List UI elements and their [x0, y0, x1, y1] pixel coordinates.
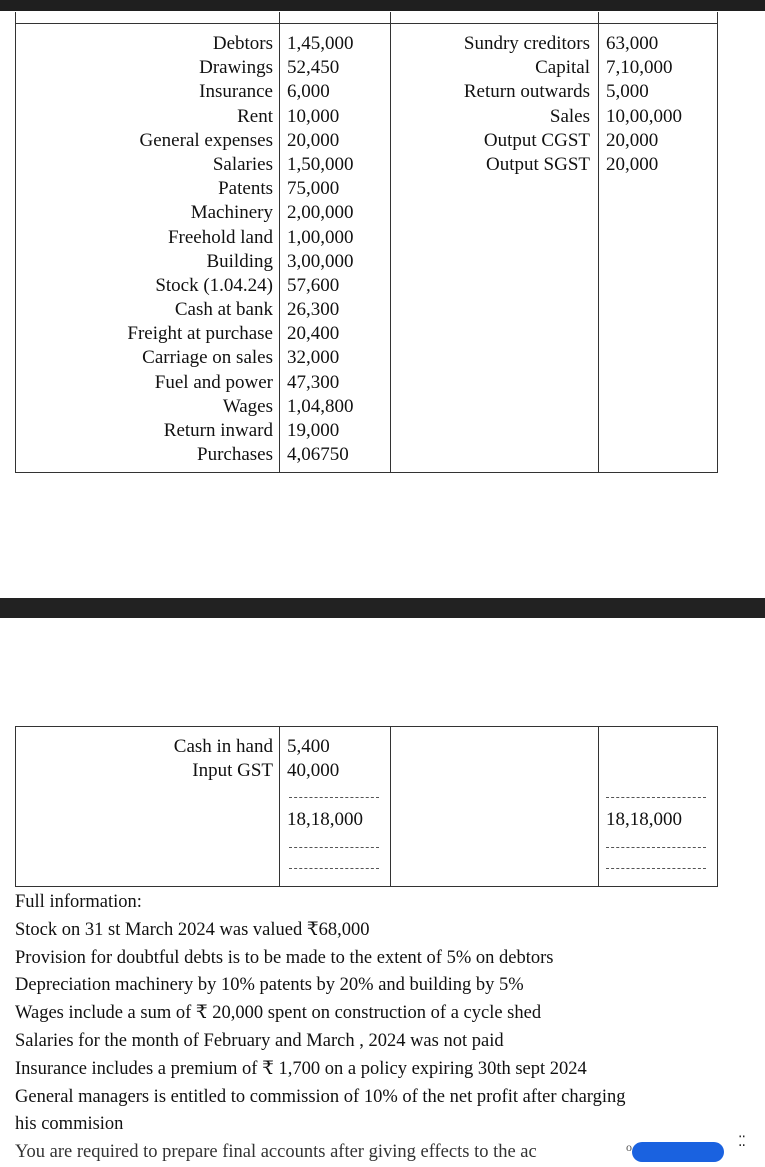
page-separator-bar — [0, 598, 765, 618]
column-divider — [390, 12, 391, 472]
credit-amount: 7,10,000 — [606, 57, 673, 79]
credit-account-name: Return outwards — [463, 81, 590, 103]
debit-amount: 57,600 — [287, 274, 340, 296]
debit-amount: 40,000 — [287, 760, 340, 782]
credit-account-name: Sales — [549, 105, 590, 127]
total-rule-double — [289, 868, 379, 869]
debit-account-name: Freehold land — [167, 226, 273, 248]
debit-account-name: Cash in hand — [173, 736, 273, 757]
credit-amounts-column — [606, 32, 682, 177]
debit-account-name: Input GST — [192, 760, 273, 782]
additional-information — [15, 889, 750, 1167]
debit-account-name: Patents — [218, 178, 273, 200]
credit-amount: 10,00,000 — [606, 105, 682, 127]
debit-account-name: Wages — [222, 395, 273, 417]
debit-amount: 75,000 — [287, 178, 340, 200]
debit-account-name: Cash at bank — [174, 299, 273, 321]
floating-action-chip[interactable] — [632, 1142, 724, 1162]
note-line: Stock on 31 st March 2024 was valued ₹68,000 — [15, 919, 370, 940]
credit-names-column — [464, 32, 590, 177]
debit-amount: 19,000 — [287, 420, 340, 441]
debit-account-name: Machinery — [190, 202, 273, 224]
debit-account-name: Insurance — [199, 81, 273, 103]
debit-account-name: Building — [206, 250, 273, 272]
trial-balance-table-bottom — [15, 726, 718, 887]
debit-amount: 20,400 — [287, 323, 340, 345]
credit-amount: 20,000 — [606, 153, 659, 175]
debit-account-name: Freight at purchase — [127, 323, 273, 345]
credit-amount: 63,000 — [606, 33, 659, 54]
column-divider — [279, 727, 280, 886]
debit-amount: 1,00,000 — [287, 226, 354, 248]
small-o-glyph: o — [626, 1140, 632, 1154]
credit-account-name: Capital — [535, 57, 590, 79]
note-line: Insurance includes a premium of ₹ 1,700 on a policy expiring 30th sept 2024 — [15, 1058, 587, 1079]
credit-total: 18,18,000 — [606, 809, 682, 830]
total-rule-top — [606, 797, 706, 798]
debit-names-column — [174, 735, 273, 783]
debit-amount: 20,000 — [287, 129, 340, 151]
debit-amount: 1,04,800 — [287, 395, 354, 417]
column-divider — [390, 727, 391, 886]
credit-amount: 5,000 — [606, 81, 649, 103]
note-line: Depreciation machinery by 10% patents by 20% and building by 5% — [15, 975, 524, 996]
note-line: You are required to prepare final accounts after giving effects to the ac — [15, 1142, 537, 1163]
debit-total: 18,18,000 — [287, 809, 363, 830]
debit-amounts-column — [287, 32, 354, 467]
credit-account-name: Output SGST — [486, 153, 590, 175]
total-rule-top — [289, 797, 379, 798]
column-divider — [598, 12, 599, 472]
credit-amount: 20,000 — [606, 129, 659, 151]
debit-account-name: Salaries — [212, 153, 273, 175]
debit-account-name: Rent — [237, 105, 273, 127]
debit-amounts-column — [287, 735, 339, 783]
debit-amount: 1,50,000 — [287, 153, 354, 175]
top-dark-bar — [0, 0, 765, 11]
more-options-icon[interactable]: ⁚⁚ — [738, 1134, 745, 1150]
note-line: General managers is entitled to commission of 10% of the net profit after charging — [15, 1086, 626, 1107]
debit-names-column — [127, 32, 273, 467]
total-rule-bottom — [606, 847, 706, 848]
debit-amount: 5,400 — [287, 736, 330, 757]
column-divider — [279, 12, 280, 472]
notes-heading: Full information: — [15, 892, 142, 912]
debit-account-name: Purchases — [197, 444, 273, 466]
debit-account-name: Drawings — [199, 57, 273, 79]
debit-account-name: Return inward — [163, 420, 273, 441]
debit-account-name: Stock (1.04.24) — [155, 274, 273, 296]
trial-balance-table-top — [15, 12, 718, 473]
debit-amount: 32,000 — [287, 347, 340, 369]
debit-amount: 47,300 — [287, 371, 340, 393]
credit-account-name: Output CGST — [483, 129, 590, 151]
note-line: Wages include a sum of ₹ 20,000 spent on construction of a cycle shed — [15, 1003, 542, 1024]
note-line: his commision — [15, 1114, 124, 1135]
debit-amount: 3,00,000 — [287, 250, 354, 272]
debit-amount: 1,45,000 — [287, 33, 354, 54]
column-divider — [598, 727, 599, 886]
debit-amount: 52,450 — [287, 57, 340, 79]
debit-account-name: Carriage on sales — [142, 347, 273, 369]
debit-account-name: Debtors — [212, 33, 273, 54]
note-line: Provision for doubtful debts is to be made to the extent of 5% on debtors — [15, 947, 554, 968]
total-rule-double — [606, 868, 706, 869]
note-line: Salaries for the month of February and March , 2024 was not paid — [15, 1030, 504, 1051]
total-rule-bottom — [289, 847, 379, 848]
debit-amount: 2,00,000 — [287, 202, 354, 224]
debit-account-name: General expenses — [139, 129, 273, 151]
debit-account-name: Fuel and power — [154, 371, 273, 393]
table-header-line — [16, 23, 717, 24]
debit-amount: 26,300 — [287, 299, 340, 321]
credit-account-name: Sundry creditors — [463, 33, 590, 54]
debit-amount: 6,000 — [287, 81, 330, 103]
debit-amount: 10,000 — [287, 105, 340, 127]
debit-amount: 4,06750 — [287, 444, 349, 466]
